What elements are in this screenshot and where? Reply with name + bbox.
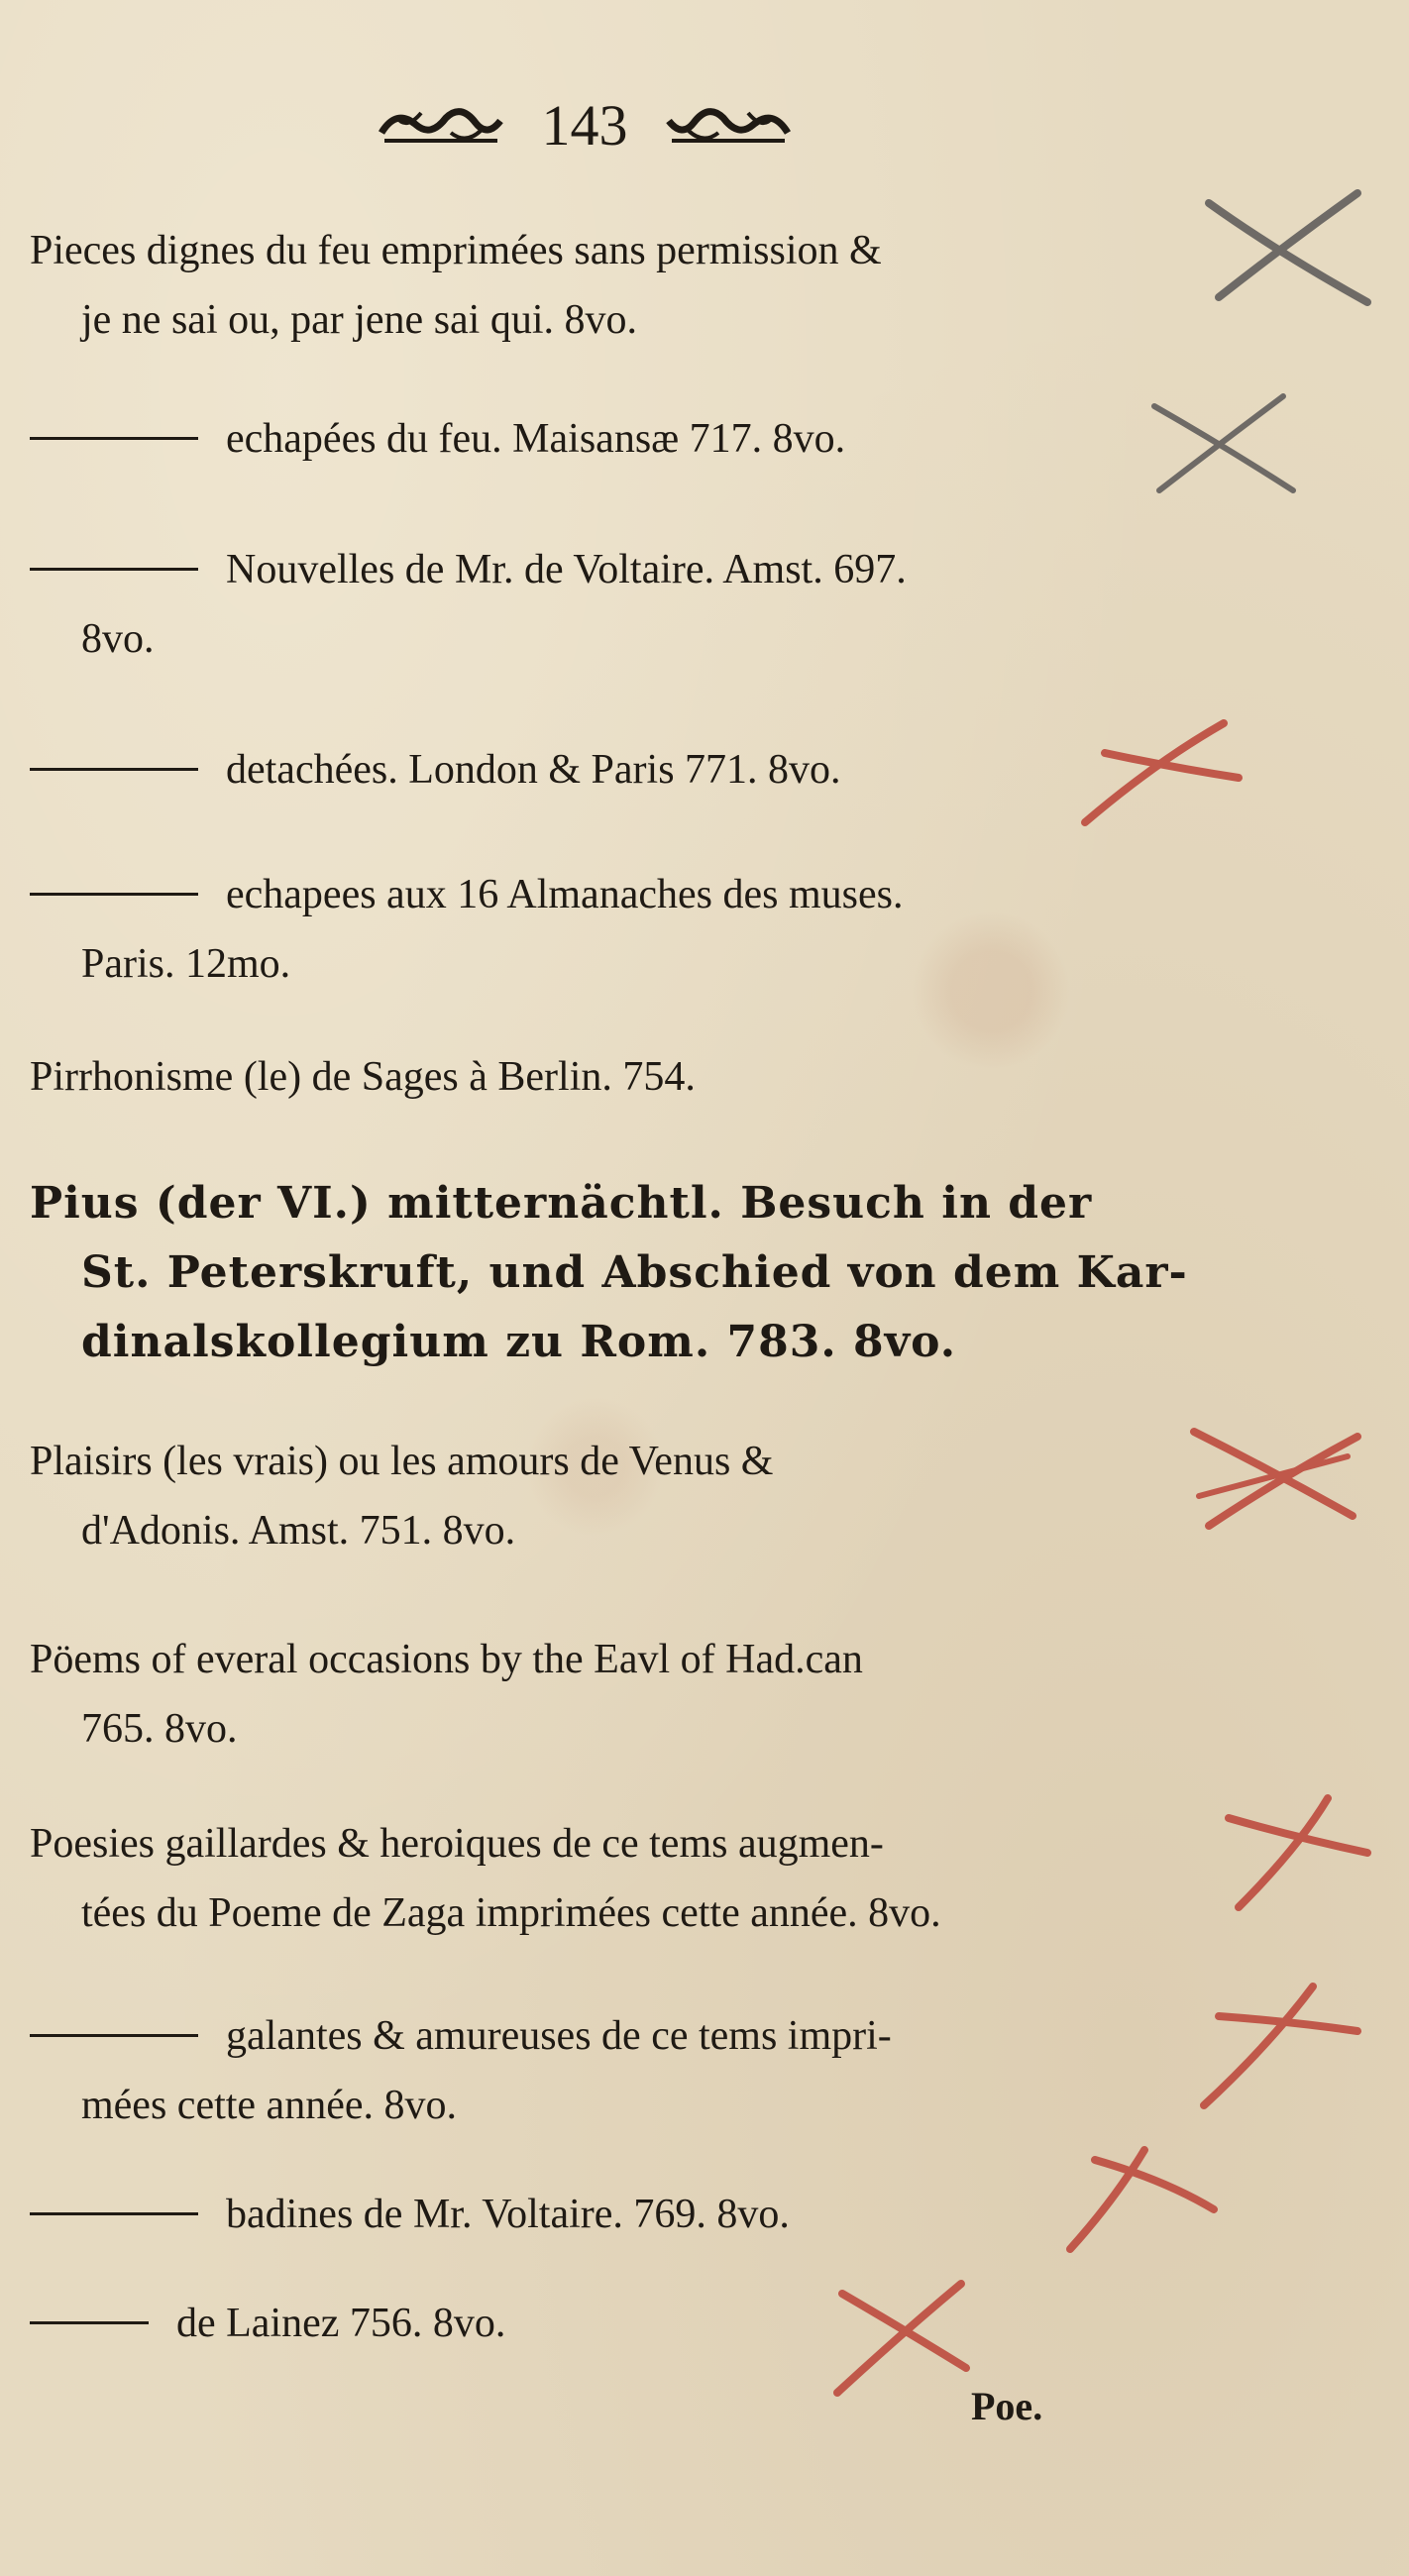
entry-galantes: [30, 2001, 1130, 2140]
red-crayon-cross-mark-icon: [1055, 2140, 1224, 2259]
entry-line: de Lainez 756. 8vo.: [176, 2301, 506, 2346]
entry-plaisirs: [30, 1427, 1130, 1565]
entry-line: echapees aux 16 Almanaches des muses.: [226, 872, 904, 917]
pencil-cross-mark-icon: [1199, 183, 1377, 312]
red-crayon-cross-mark-icon: [1219, 1788, 1377, 1917]
entry-line: Pieces dignes du feu emprimées sans permission &: [30, 228, 882, 273]
entry-line: d'Adonis. Amst. 751. 8vo.: [81, 1508, 516, 1554]
entry-line: echapées du feu. Maisansæ 717. 8vo.: [226, 416, 846, 462]
catchword: Poe.: [971, 2384, 1043, 2428]
entry-line: badines de Mr. Voltaire. 769. 8vo.: [226, 2192, 790, 2237]
ornament-left-icon: [377, 103, 505, 153]
entry-line: je ne sai ou, par jene sai qui. 8vo.: [81, 297, 638, 343]
entry-echapees-almanaches: [30, 860, 1130, 999]
entry-echapees-du-feu: [30, 404, 1130, 474]
ditto-dash: [30, 437, 198, 440]
entry-line: 765. 8vo.: [81, 1706, 238, 1752]
entry-line: Pöems of everal occasions by the Eavl of Had.can: [30, 1637, 863, 1682]
entry-line: detachées. London & Paris 771. 8vo.: [226, 747, 841, 793]
entry-line: Nouvelles de Mr. de Voltaire. Amst. 697.: [226, 547, 907, 592]
entry-line: Paris. 12mo.: [81, 941, 291, 987]
page-header: [377, 91, 793, 170]
entry-poems: [30, 1625, 1130, 1764]
entry-poesies-gaillardes: [30, 1809, 1130, 1948]
ditto-dash: [30, 768, 198, 771]
red-crayon-cross-mark-icon: [1184, 1417, 1362, 1536]
entry-pieces-dignes: [30, 216, 1130, 355]
page-number: 143: [541, 93, 628, 158]
ditto-dash: [30, 893, 198, 896]
entry-pius: [30, 1169, 1188, 1377]
entry-detachees: [30, 735, 1130, 805]
entry-line: Plaisirs (les vrais) ou les amours de Venus &: [30, 1439, 774, 1484]
entry-nouvelles: [30, 535, 1130, 674]
entry-line: galantes & amureuses de ce tems impri-: [226, 2013, 892, 2059]
entry-line: tées du Poeme de Zaga imprimées cette année. 8vo.: [81, 1890, 941, 1936]
ditto-dash: [30, 2034, 198, 2037]
ditto-dash: [30, 2212, 198, 2215]
ditto-dash: [30, 568, 198, 571]
entry-badines: [30, 2180, 1130, 2249]
ornament-right-icon: [664, 103, 793, 153]
pencil-cross-mark-icon: [1144, 391, 1303, 500]
entry-line: Pirrhonisme (le) de Sages à Berlin. 754.: [30, 1054, 696, 1100]
entry-line: dinalskollegium zu Rom. 783. 8vo.: [81, 1317, 957, 1367]
ditto-dash: [30, 2321, 149, 2324]
entry-line: mées cette année. 8vo.: [81, 2083, 457, 2128]
entry-line: Pius (der VI.) mitternächtl. Besuch in der: [30, 1178, 1093, 1229]
entry-line: St. Peterskruft, und Abschied von dem Kar-: [81, 1247, 1188, 1298]
red-crayon-cross-mark-icon: [1075, 713, 1244, 832]
red-crayon-cross-mark-icon: [822, 2274, 981, 2403]
entry-line: 8vo.: [81, 616, 155, 662]
entry-line: Poesies gaillardes & heroiques de ce tems augmen-: [30, 1821, 884, 1867]
red-crayon-cross-mark-icon: [1189, 1977, 1367, 2115]
entry-pirrhonisme: [30, 1042, 1130, 1112]
